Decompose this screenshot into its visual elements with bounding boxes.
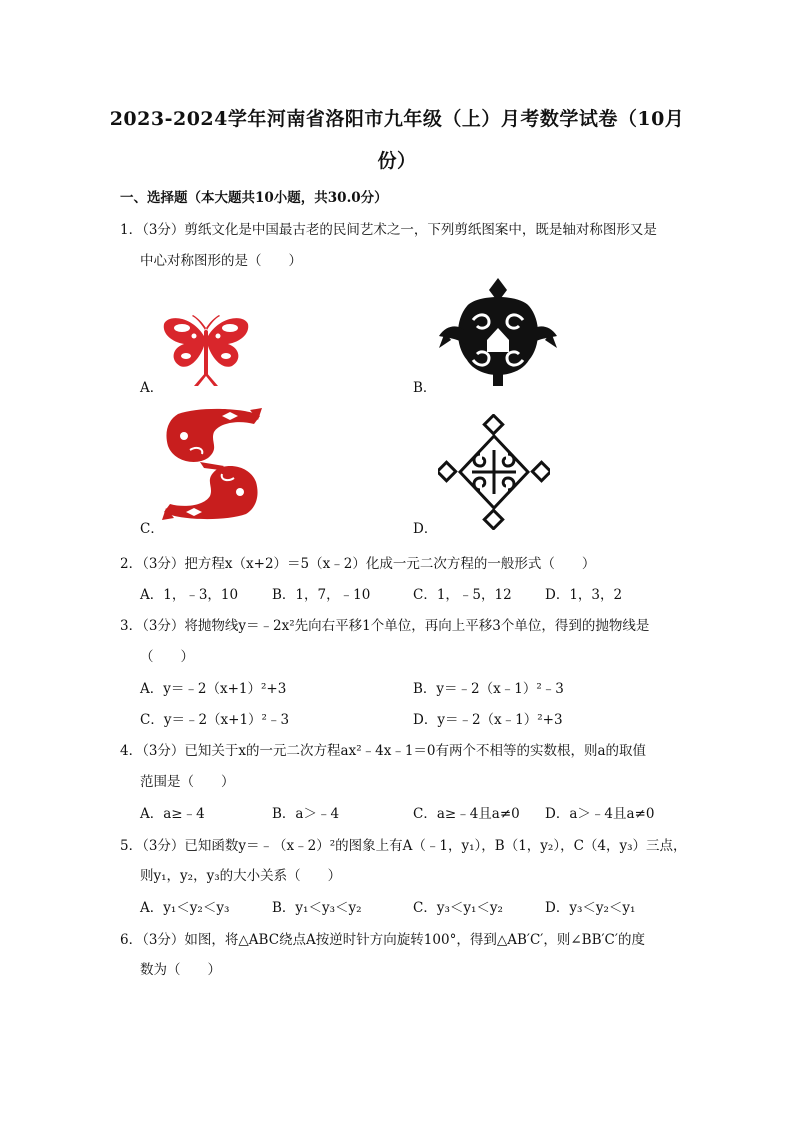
q1-option-c-label: C． (140, 521, 164, 537)
q4-option-d: D．a＞﹣4且a≠0 (545, 806, 655, 822)
section-heading: 一、选择题（本大题共10小题，共30.0分） (120, 190, 388, 206)
q3-option-a: A．y＝﹣2（x+1）²+3 (140, 681, 287, 697)
q3-stem-line2: （ ） (140, 649, 194, 665)
q1-stem-line2: 中心对称图形的是（ ） (140, 253, 302, 269)
q3-option-d: D．y＝﹣2（x﹣1）²+3 (413, 712, 563, 728)
q5-stem-line1: 5．（3分）已知函数y＝﹣（x﹣2）²的图象上有A（﹣1，y₁），B（1，y₂），C（4，y₃）三点， (120, 838, 687, 854)
q4-option-a: A．a≥﹣4 (140, 806, 205, 822)
q4-option-c: C．a≥﹣4且a≠0 (413, 806, 520, 822)
q5-option-b: B．y₁＜y₃＜y₂ (272, 900, 362, 916)
q4-stem-line1: 4．（3分）已知关于x的一元二次方程ax²﹣4x﹣1＝0有两个不相等的实数根，则a的取值 (120, 743, 647, 759)
exam-title-line1: 2023-2024学年河南省洛阳市九年级（上）月考数学试卷（10月 (109, 108, 685, 130)
q1-option-d-label: D． (413, 521, 438, 537)
fish-papercut-image (160, 406, 264, 522)
q2-stem: 2．（3分）把方程x（x+2）＝5（x﹣2）化成一元二次方程的一般形式（ ） (120, 556, 596, 572)
butterfly-papercut-image (162, 312, 250, 388)
q5-option-c: C．y₃＜y₁＜y₂ (413, 900, 503, 916)
q5-option-d: D．y₃＜y₂＜y₁ (545, 900, 636, 916)
q3-option-b: B．y＝﹣2（x﹣1）²﹣3 (413, 681, 564, 697)
q1-option-a-label: A． (140, 380, 164, 396)
q2-option-a: A．1，﹣3，10 (140, 587, 239, 603)
q2-option-c: C．1，﹣5，12 (413, 587, 512, 603)
black-ornament-papercut-image (437, 276, 559, 388)
q6-stem-line1: 6．（3分）如图，将△ABC绕点A按逆时针方向旋转100°，得到△AB′C′，则∠BB′C′的度 (120, 932, 645, 948)
q2-option-d: D．1，3，2 (545, 587, 623, 603)
q4-option-b: B．a＞﹣4 (272, 806, 340, 822)
q6-stem-line2: 数为（ ） (140, 962, 221, 978)
exam-title-line2: 份） (377, 150, 417, 172)
q2-option-b: B．1，7，﹣10 (272, 587, 371, 603)
q5-option-a: A．y₁＜y₂＜y₃ (140, 900, 230, 916)
diamond-spiral-ornament-image (438, 414, 550, 530)
q4-stem-line2: 范围是（ ） (140, 774, 235, 790)
q5-stem-line2: 则y₁，y₂，y₃的大小关系（ ） (140, 868, 342, 884)
q1-option-b-label: B． (413, 380, 437, 396)
q3-stem-line1: 3．（3分）将抛物线y＝﹣2x²先向右平移1个单位，再向上平移3个单位，得到的抛物线是 (120, 618, 650, 634)
q1-stem-line1: 1．（3分）剪纸文化是中国最古老的民间艺术之一，下列剪纸图案中，既是轴对称图形又是 (120, 222, 657, 238)
q3-option-c: C．y＝﹣2（x+1）²﹣3 (140, 712, 290, 728)
